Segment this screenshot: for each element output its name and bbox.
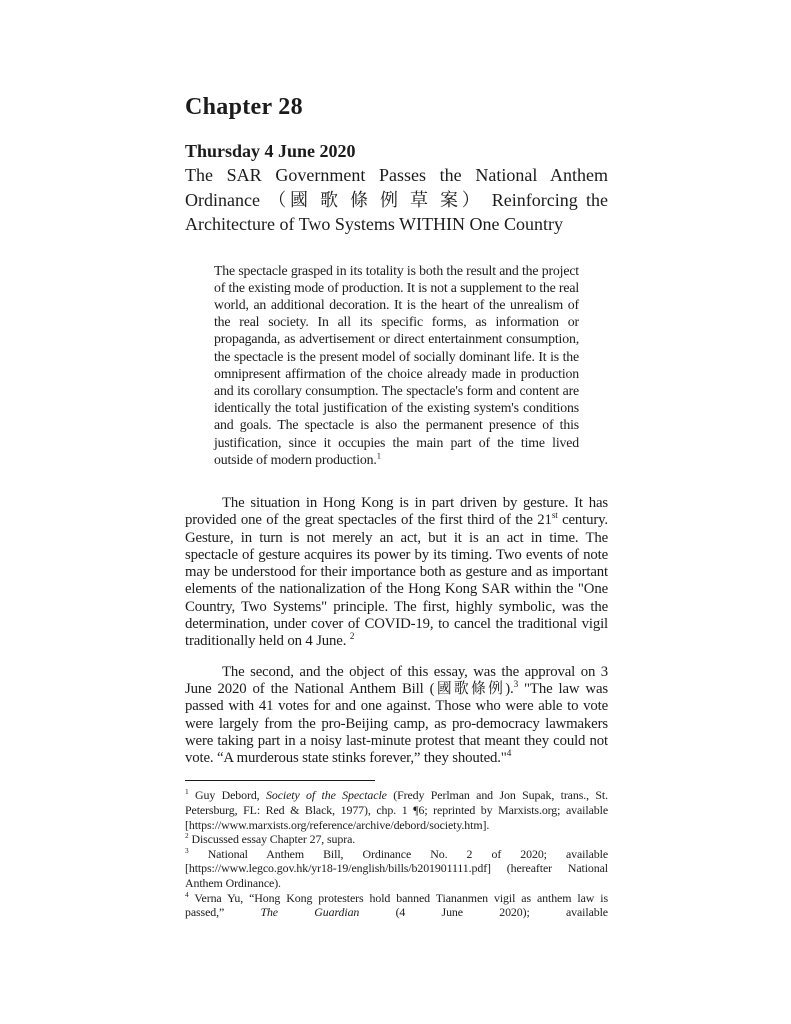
- date-heading: Thursday 4 June 2020: [185, 141, 356, 161]
- footnote-2: $^2$ Discussed essay Chapter 27, supra.: [185, 831, 356, 847]
- footnote-separator: [185, 780, 375, 781]
- chapter-title: Chapter 28: [185, 94, 303, 120]
- footnote-4: $^4$ Verna Yu, “Hong Kong protesters hold banned Tiananmen vigil as anthem law is passed,” The Guardian (4 June 2020); available: [185, 889, 608, 920]
- footnote-3: $^3$ National Anthem Bill, Ordinance No. 2 of 2020; available [https://www.legco.gov.hk/yr18-19/english/bills/b201901111.pdf] (hereafter National Anthem Ordinance).: [185, 845, 608, 890]
- footnotes-section: [185, 788, 608, 919]
- footnote-1: $^1$ Guy Debord, Society of the Spectacle (Fredy Perlman and Jon Supak, trans., St. Petersburg, FL: Red & Black, 1977), chp. 1 ¶6; reprinted by Marxists.org; available [https://www.marxists.org/reference/archive/debord/society.htm].: [185, 787, 608, 832]
- body-paragraph-1: The situation in Hong Kong is in part driven by gesture. It has provided one of the great spectacles of the first third of the 21st century. Gesture, in turn is not merely an act, but it is an act in time. The spectacle of gesture acquires its power by its timing. Two events of note may be understood for their importance both as gesture and as important elements of the nationalization of the Hong Kong SAR within the "One Country, Two Systems" principle. The first, highly symbolic, was the determination, under cover of COVID-19, to cancel the traditional vigil traditionally held on 4 June. $^2$: [185, 494, 608, 650]
- epigraph-quote: The spectacle grasped in its totality is both the result and the project of the existing mode of production. It is not a supplement to the real world, an additional decoration. It is the heart of the unrealism of the real society. In all its specific forms, as information or propaganda, as advertisement or direct entertainment consumption, the spectacle is the present model of socially dominant life. It is the omnipresent affirmation of the choice already made in production and its corollary consumption. The spectacle's form and content are identically the total justification of the existing system's conditions and goals. The spectacle is also the permanent presence of this justification, since it occupies the main part of the time lived outside of modern production.$^1$: [214, 262, 580, 467]
- text-block: [185, 92, 608, 920]
- chapter-subtitle: The SAR Government Passes the National Anthem Ordinance （國 歌 條 例 草 案） Reinforcing the Architecture of Two Systems WITHIN One Country: [185, 165, 608, 234]
- body-paragraph-2: The second, and the object of this essay, was the approval on 3 June 2020 of the National Anthem Bill (國歌條例).$^3$ "The law was passed with 41 votes for and one against. Those who were able to vote were largely from the pro-Beijing camp, as pro-democracy lawmakers were taking part in a noisy last-minute protest that meant they could not vote. “A murderous state stinks forever,” they shouted."$^4$: [185, 663, 608, 767]
